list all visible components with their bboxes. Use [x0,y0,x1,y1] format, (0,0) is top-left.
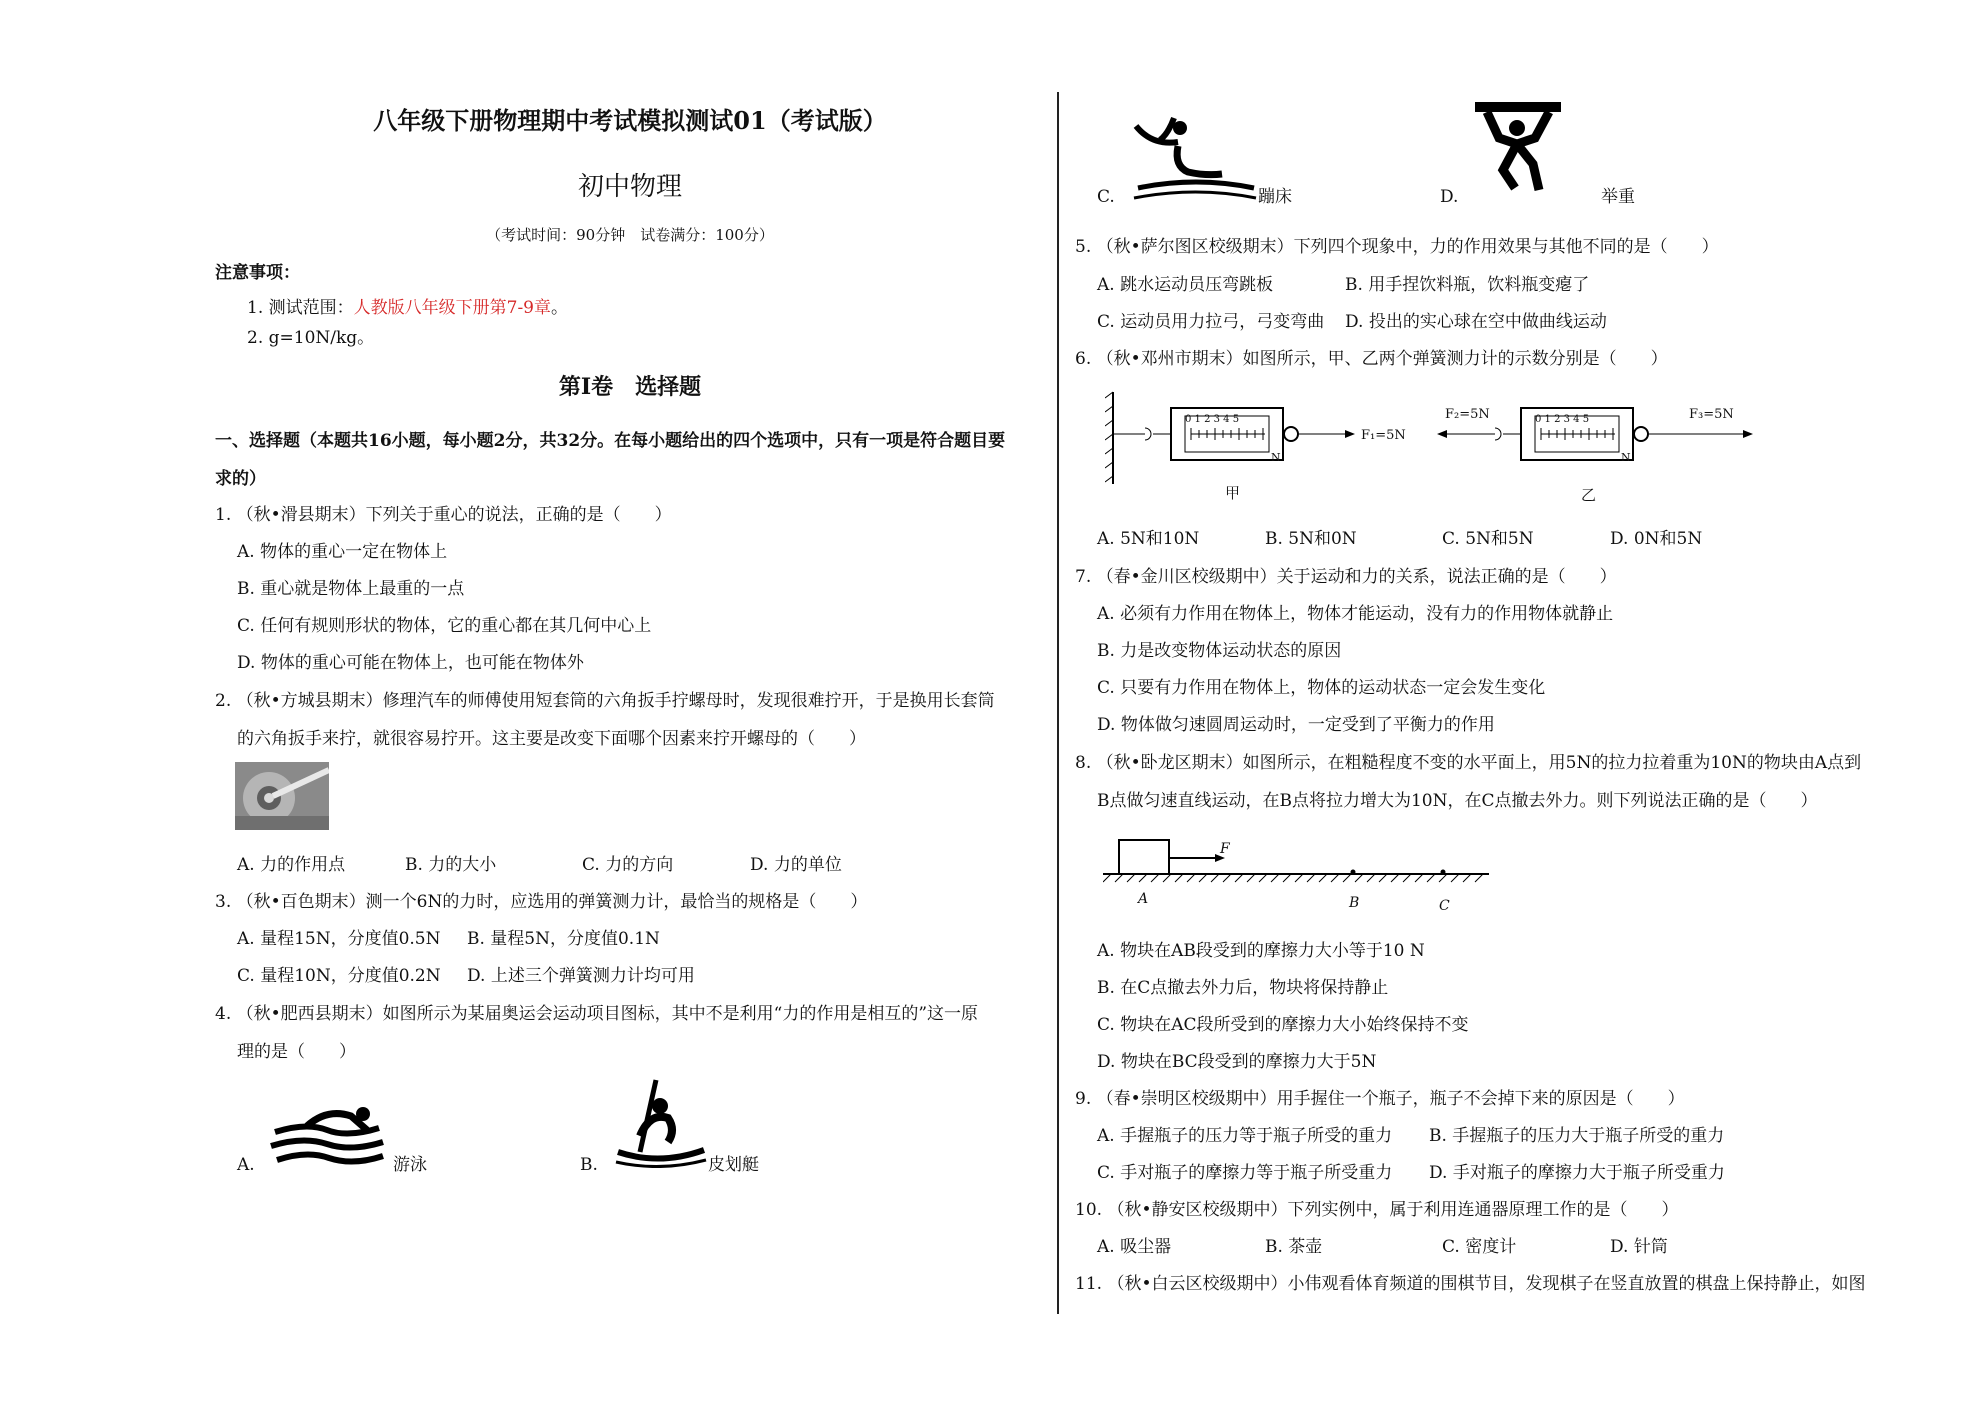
q5-option-d: D. 投出的实心球在空中做曲线运动 [1345,312,1607,332]
q6-scale-yi: 0 1 2 3 4 5 [1535,414,1590,425]
q4-option-a-label: 游泳 [393,1155,427,1175]
q1-option-c: C. 任何有规则形状的物体，它的重心都在其几何中心上 [237,616,652,636]
q6-option-d: D. 0N和5N [1610,529,1703,549]
section-instructions-2: 求的） [215,469,266,489]
notes-label: 注意事项： [215,263,300,283]
q2-stem-2: 的六角扳手来拧，就很容易拧开。这主要是改变下面哪个因素来拧开螺母的（ ） [237,729,866,749]
note-item-2: 2. g=10N/kg。 [247,328,375,348]
q8-stem-1: 8. （秋•卧龙区期末）如图所示，在粗糙程度不变的水平面上，用5N的拉力拉着重为10N的物块由A点到 [1075,753,1862,773]
q8-option-a: A. 物块在AB段受到的摩擦力大小等于10 N [1097,941,1425,961]
canoe-icon [610,1076,710,1168]
q7-option-b: B. 力是改变物体运动状态的原因 [1097,641,1342,661]
trampoline-icon [1130,112,1260,204]
q1-option-a: A. 物体的重心一定在物体上 [237,542,448,562]
q4-option-c-label: 蹦床 [1258,187,1292,207]
q10-option-d: D. 针筒 [1610,1237,1668,1257]
q3-option-b: B. 量程5N，分度值0.1N [467,929,660,949]
q1-option-b: B. 重心就是物体上最重的一点 [237,579,465,599]
q7-option-d: D. 物体做匀速圆周运动时，一定受到了平衡力的作用 [1097,715,1495,735]
section-title: 第Ⅰ卷 选择题 [558,374,702,400]
q4-stem-1: 4. （秋•肥西县期末）如图所示为某届奥运会运动项目图标，其中不是利用“力的作用是相互的”这一原 [215,1004,979,1024]
page-title: 八年级下册物理期中考试模拟测试01（考试版） [373,106,887,135]
q6-scale-jia: 0 1 2 3 4 5 [1185,414,1240,425]
q2-option-d: D. 力的单位 [750,855,842,875]
q4-option-d-letter: D. [1440,187,1459,207]
q5-stem: 5. （秋•萨尔图区校级期末）下列四个现象中，力的作用效果与其他不同的是（ ） [1075,237,1719,257]
q2-option-a: A. 力的作用点 [237,855,346,875]
q9-option-c: C. 手对瓶子的摩擦力等于瓶子所受重力 [1097,1163,1393,1183]
q6-option-b: B. 5N和0N [1265,529,1357,549]
q8-option-d: D. 物块在BC段受到的摩擦力大于5N [1097,1052,1377,1072]
q10-option-c: C. 密度计 [1442,1237,1517,1257]
q2-option-b: B. 力的大小 [405,855,497,875]
spring-scale-yi-figure [1435,388,1825,488]
q8-force-label: F [1220,841,1230,857]
exam-info: （考试时间：90分钟 试卷满分：100分） [486,226,774,244]
q3-option-a: A. 量程15N，分度值0.5N [237,929,441,949]
q5-option-c: C. 运动员用力拉弓，弓变弯曲 [1097,312,1325,332]
q8-stem-2: B点做匀速直线运动，在B点将拉力增大为10N，在C点撤去外力。则下列说法正确的是（ ） [1097,791,1818,811]
weightlifting-icon [1473,98,1563,194]
q5-option-a: A. 跳水运动员压弯跳板 [1097,275,1274,295]
q6-f2-label: F₂=5N [1445,407,1490,422]
q3-option-c: C. 量程10N，分度值0.2N [237,966,441,986]
q6-stem: 6. （秋•邓州市期末）如图所示，甲、乙两个弹簧测力计的示数分别是（ ） [1075,349,1668,369]
section-instructions-1: 一、选择题（本题共16小题，每小题2分，共32分。在每小题给出的四个选项中，只有一项是符合题目要 [215,431,1006,451]
subject-title: 初中物理 [577,172,682,202]
q7-option-c: C. 只要有力作用在物体上，物体的运动状态一定会发生变化 [1097,678,1546,698]
note-1-prefix: 1. 测试范围： [247,298,354,318]
q6-f1-label: F₁=5N [1361,428,1406,443]
q1-stem: 1. （秋•滑县期末）下列关于重心的说法，正确的是（ ） [215,505,672,525]
q6-label-yi: 乙 [1581,486,1597,504]
q2-option-c: C. 力的方向 [582,855,674,875]
q8-point-a: A [1138,891,1149,907]
q9-option-d: D. 手对瓶子的摩擦力大于瓶子所受重力 [1429,1163,1725,1183]
swimming-icon [267,1096,387,1166]
note-item-1 [247,297,568,319]
q10-stem: 10. （秋•静安区校级期中）下列实例中，属于利用连通器原理工作的是（ ） [1075,1200,1679,1220]
q9-option-a: A. 手握瓶子的压力等于瓶子所受的重力 [1097,1126,1393,1146]
column-divider [1057,92,1059,1314]
friction-figure [1103,834,1493,892]
q10-option-b: B. 茶壶 [1265,1237,1323,1257]
q4-option-d-label: 举重 [1601,187,1635,207]
q6-option-a: A. 5N和10N [1097,529,1200,549]
q1-option-d: D. 物体的重心可能在物体上，也可能在物体外 [237,653,584,673]
q10-option-a: A. 吸尘器 [1097,1237,1172,1257]
q4-option-b-letter: B. [580,1155,598,1175]
q3-stem: 3. （秋•百色期末）测一个6N的力时，应选用的弹簧测力计，最恰当的规格是（ ） [215,892,868,912]
q11-stem: 11. （秋•白云区校级期中）小伟观看体育频道的围棋节目，发现棋子在竖直放置的棋盘上保持静止，如图 [1075,1274,1866,1294]
note-1-range: 人教版八年级下册第7-9章 [353,298,552,318]
q8-point-c: C [1439,898,1450,914]
q4-stem-2: 理的是（ ） [237,1042,356,1062]
q7-stem: 7. （春•金川区校级期中）关于运动和力的关系，说法正确的是（ ） [1075,567,1617,587]
q9-stem: 9. （春•崇明区校级期中）用手握住一个瓶子，瓶子不会掉下来的原因是（ ） [1075,1089,1685,1109]
q7-option-a: A. 必须有力作用在物体上，物体才能运动，没有力的作用物体就静止 [1097,604,1614,624]
q4-option-c-letter: C. [1097,187,1115,207]
q8-option-c: C. 物块在AC段所受到的摩擦力大小始终保持不变 [1097,1015,1469,1035]
q4-option-b-label: 皮划艇 [708,1155,759,1175]
q2-stem-1: 2. （秋•方城县期末）修理汽车的师傅使用短套筒的六角扳手拧螺母时，发现很难拧开，于是换用长套筒 [215,691,995,711]
q3-option-d: D. 上述三个弹簧测力计均可用 [467,966,695,986]
q5-option-b: B. 用手捏饮料瓶，饮料瓶变瘪了 [1345,275,1590,295]
q9-option-b: B. 手握瓶子的压力大于瓶子所受的重力 [1429,1126,1725,1146]
q8-option-b: B. 在C点撤去外力后，物块将保持静止 [1097,978,1389,998]
q8-point-b: B [1349,895,1360,911]
note-1-suffix: 。 [551,298,569,318]
q6-unit-jia: N [1271,451,1281,464]
wrench-photo [235,762,329,830]
q6-unit-yi: N [1621,451,1631,464]
q6-f3-label: F₃=5N [1689,407,1734,422]
q4-option-a-letter: A. [237,1155,255,1175]
q6-label-jia: 甲 [1225,484,1241,502]
q6-option-c: C. 5N和5N [1442,529,1534,549]
